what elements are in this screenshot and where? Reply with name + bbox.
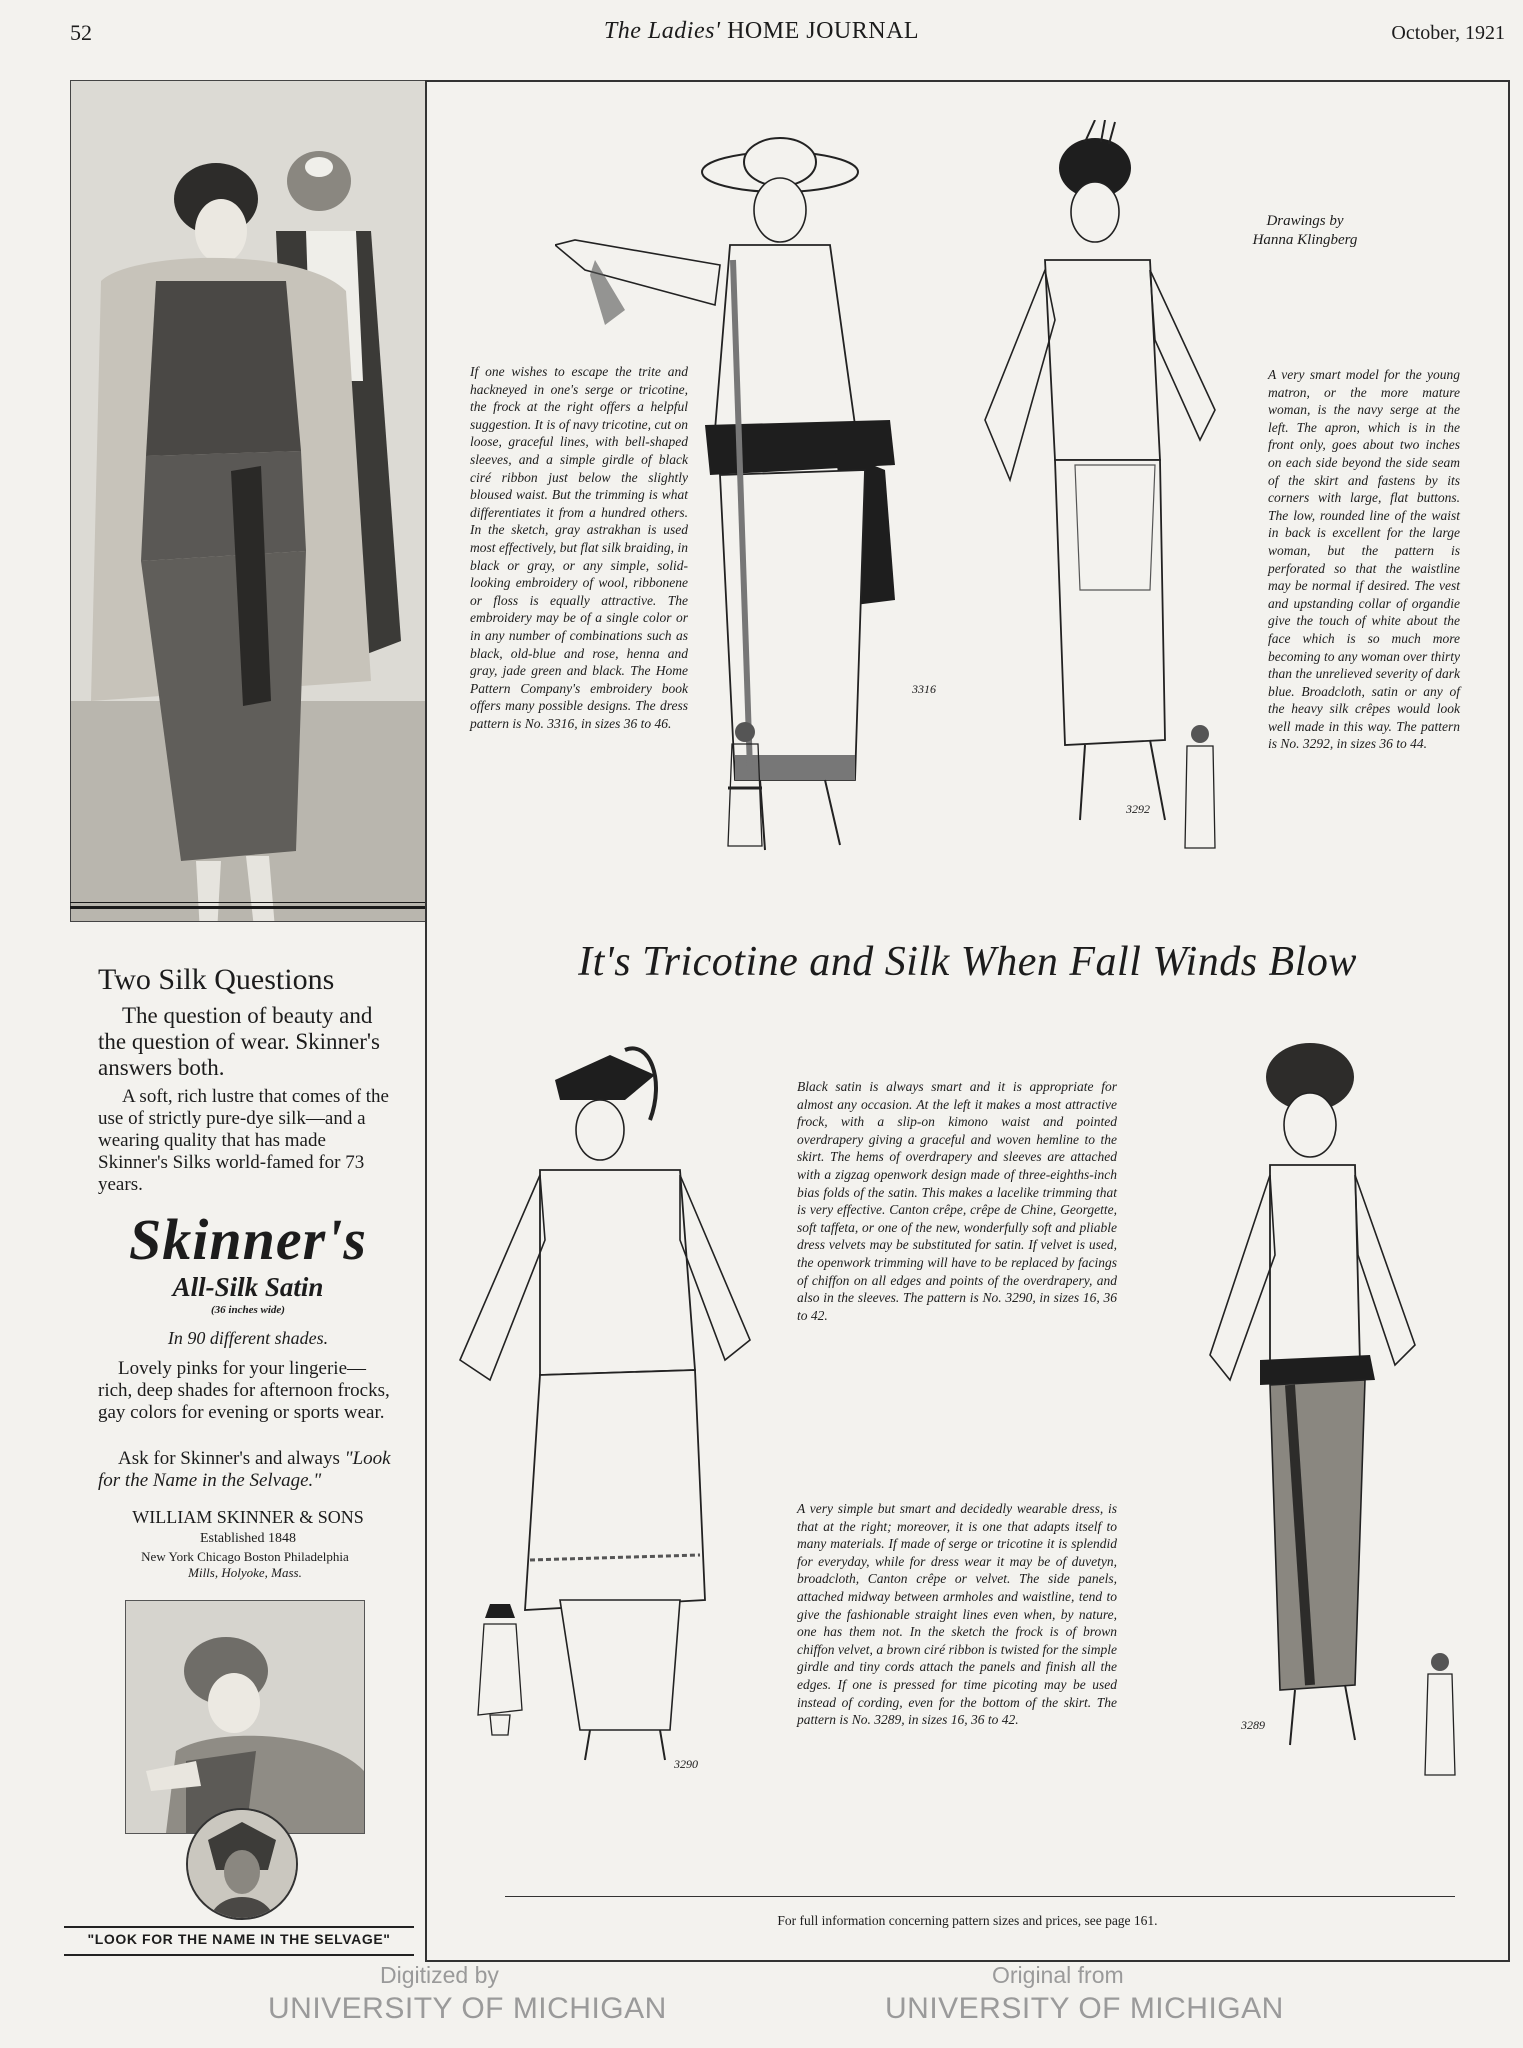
article-title: It's Tricotine and Silk When Fall Winds Blow xyxy=(578,939,1357,985)
ad-bottom-rule-thick xyxy=(70,906,425,909)
article-text-3292: A very smart model for the young matron, or the more mature woman, is the navy serge at the left. The apron, which is in the front only, goes about two inches on each side beyond the side seam of the skirt and fastens by its corners with large, flat buttons. The low, rounded line of the waist in back is excellent for the large woman, but the pattern is perforated so that the waistline may be normal if desired. The vest and upstanding collar of organdie give the touch of white about the face which is so much more becoming to any woman over thirty than the unrelieved severity of dark blue. Broadcloth, satin or any of the heavy silk crêpes would look well made in this way. The pattern is No. 3292, in sizes 36 to 44. xyxy=(1268,367,1460,752)
company-name: WILLIAM SKINNER & SONS xyxy=(132,1507,364,1527)
company-cities: New York Chicago Boston Philadelphia xyxy=(141,1549,349,1564)
article-text-3316: If one wishes to escape the trite and hackneyed in one's serge or tricotine, the frock at the right offers a helpful suggestion. It is of navy tricotine, cut on loose, graceful lines, with bell-shaped sleeves, and a simple girdle of black ciré ribbon just below the slightly bloused waist. But the trimming is what differentiates it from a hundred others. In the sketch, gray astrakhan is used most effectively, but flat silk braiding, in black or gray, or any simple, solid-looking embroidery of wool, ribbonene or floss is equally attractive. The embroidery may be of a single color or in any number of combinations such as black, old-blue and rose, henna and gray, jade green and black. The Home Pattern Company's embroidery book offers many possible designs. The dress pattern is No. 3316, in sizes 36 to 46. xyxy=(470,364,688,731)
sketch-back-view-4 xyxy=(1415,1650,1465,1790)
ad-ask-lead: Ask for Skinner's and always xyxy=(118,1448,340,1469)
masthead-title: HOME JOURNAL xyxy=(727,18,920,44)
masthead-script: The Ladies' xyxy=(603,18,721,44)
selvage-slogan: "LOOK FOR THE NAME IN THE SELVAGE" xyxy=(87,1931,391,1947)
watermark-original: Original from xyxy=(992,1962,1124,1988)
article-text-3289: A very simple but smart and decidedly wearable dress, is that at the right; moreover, it is one that adapts itself to many materials. If made of serge or tricotine it is splendid for everyday, while for dress wear it may be of duvetyn, broadcloth, Canton crêpe or velvet. The side panels, attached midway between armholes and waistline, tend to give the fashionable straight lines even when, by nature, one has them not. In the sketch the frock is of brown chiffon velvet, a brown ciré ribbon is twisted for the simple girdle and tiny cords attach the panels and finish all the edges. If one is pressed for time picoting may be used instead of cording, even for the bottom of the skirt. The pattern is No. 3289, in sizes 16, 36 to 42. xyxy=(797,1501,1117,1728)
drawing-credit xyxy=(1225,212,1385,250)
watermark-university-left: UNIVERSITY OF MICHIGAN xyxy=(268,1992,667,2025)
page-number: 52 xyxy=(70,20,92,45)
sketch-girdle-dress xyxy=(1130,1035,1440,1755)
watermark-digitized: Digitized by xyxy=(380,1962,499,1988)
sketch-back-view-3 xyxy=(470,1600,530,1740)
selvage-emblem-icon xyxy=(186,1808,298,1920)
brand-shades: In 90 different shades. xyxy=(167,1328,329,1348)
ad-bottom-rule xyxy=(70,902,425,903)
fashion-sketch-small-back-3316 xyxy=(720,718,770,863)
article-text-3290: Black satin is always smart and it is appropriate for almost any occasion. At the left it makes a most attractive frock, with a slip-on kimono waist and pointed overdrapery giving a graceful and woven hemline to the skirt. The hems of overdrapery and sleeves are attached with a zigzag openwork design made of three-eighths-inch bias folds of the satin. This makes a lacelike trimming that is very effective. Canton crêpe, crêpe de Chine, Georgette, soft taffeta, or one of the new, wonderfully soft and pliable dress velvets may be substituted for satin. If velvet is used, the openwork trimming will have to be replaced by facings of chiffon on all edges and points of the overdrapery, and also in the sleeves. The pattern is No. 3290, in sizes 16, 36 to 42. xyxy=(797,1079,1117,1323)
company-mills: Mills, Holyoke, Mass. xyxy=(188,1565,302,1580)
credit-line-2: Hanna Klingberg xyxy=(1252,232,1358,248)
ad-ask-slogan: "Look for the Name in the Selvage." xyxy=(98,1448,391,1491)
fashion-sketch-small-back-3292 xyxy=(1175,720,1225,865)
fashion-sketch-3289 xyxy=(1130,1035,1440,1755)
ad-fashion-illustration xyxy=(70,80,427,922)
ad-lingerie-text: Lovely pinks for your lingerie—rich, deep shades for afternoon frocks, gay colors for evening or sports wear. xyxy=(98,1358,390,1423)
issue-date: October, 1921 xyxy=(1391,22,1505,44)
masthead xyxy=(0,18,1523,45)
fashion-sketch-small-back-3290 xyxy=(470,1600,530,1740)
illustration-woman-in-turban xyxy=(126,1601,364,1833)
fashion-sketch-small-back-3289 xyxy=(1415,1650,1465,1790)
ad-lead-text: The question of beauty and the question of wear. Skinner's answers both. xyxy=(98,1003,381,1080)
ad-body-text: A soft, rich lustre that comes of the use of strictly pure-dye silk—and a wearing quality that has made Skinner's Silks world-famed for 73 years. xyxy=(98,1086,389,1195)
watermark-university-right: UNIVERSITY OF MICHIGAN xyxy=(885,1992,1284,2025)
ad-ask-text xyxy=(98,1448,398,1492)
footnote-rule xyxy=(505,1896,1455,1897)
pattern-number-3289: 3289 xyxy=(1241,1718,1265,1732)
footnote: For full information concerning pattern sizes and prices, see page 161. xyxy=(777,1913,1158,1928)
pattern-number-3292: 3292 xyxy=(1126,802,1150,816)
illustration-two-women-in-furs xyxy=(71,81,426,921)
ad-small-illustration xyxy=(125,1600,365,1834)
sketch-back-view-2 xyxy=(1175,720,1225,865)
sketch-back-view xyxy=(720,718,770,863)
ad-headline: Two Silk Questions xyxy=(98,963,335,996)
brand-width-note: (36 inches wide) xyxy=(211,1304,285,1316)
company-established: Established 1848 xyxy=(199,1531,297,1546)
credit-line-1: Drawings by xyxy=(1266,213,1344,229)
brand-name: Skinner's xyxy=(129,1207,367,1272)
pattern-number-3316: 3316 xyxy=(912,682,936,696)
brand-product: All-Silk Satin xyxy=(172,1272,324,1302)
pattern-number-3290: 3290 xyxy=(674,1757,698,1771)
emblem-portrait xyxy=(188,1810,296,1918)
